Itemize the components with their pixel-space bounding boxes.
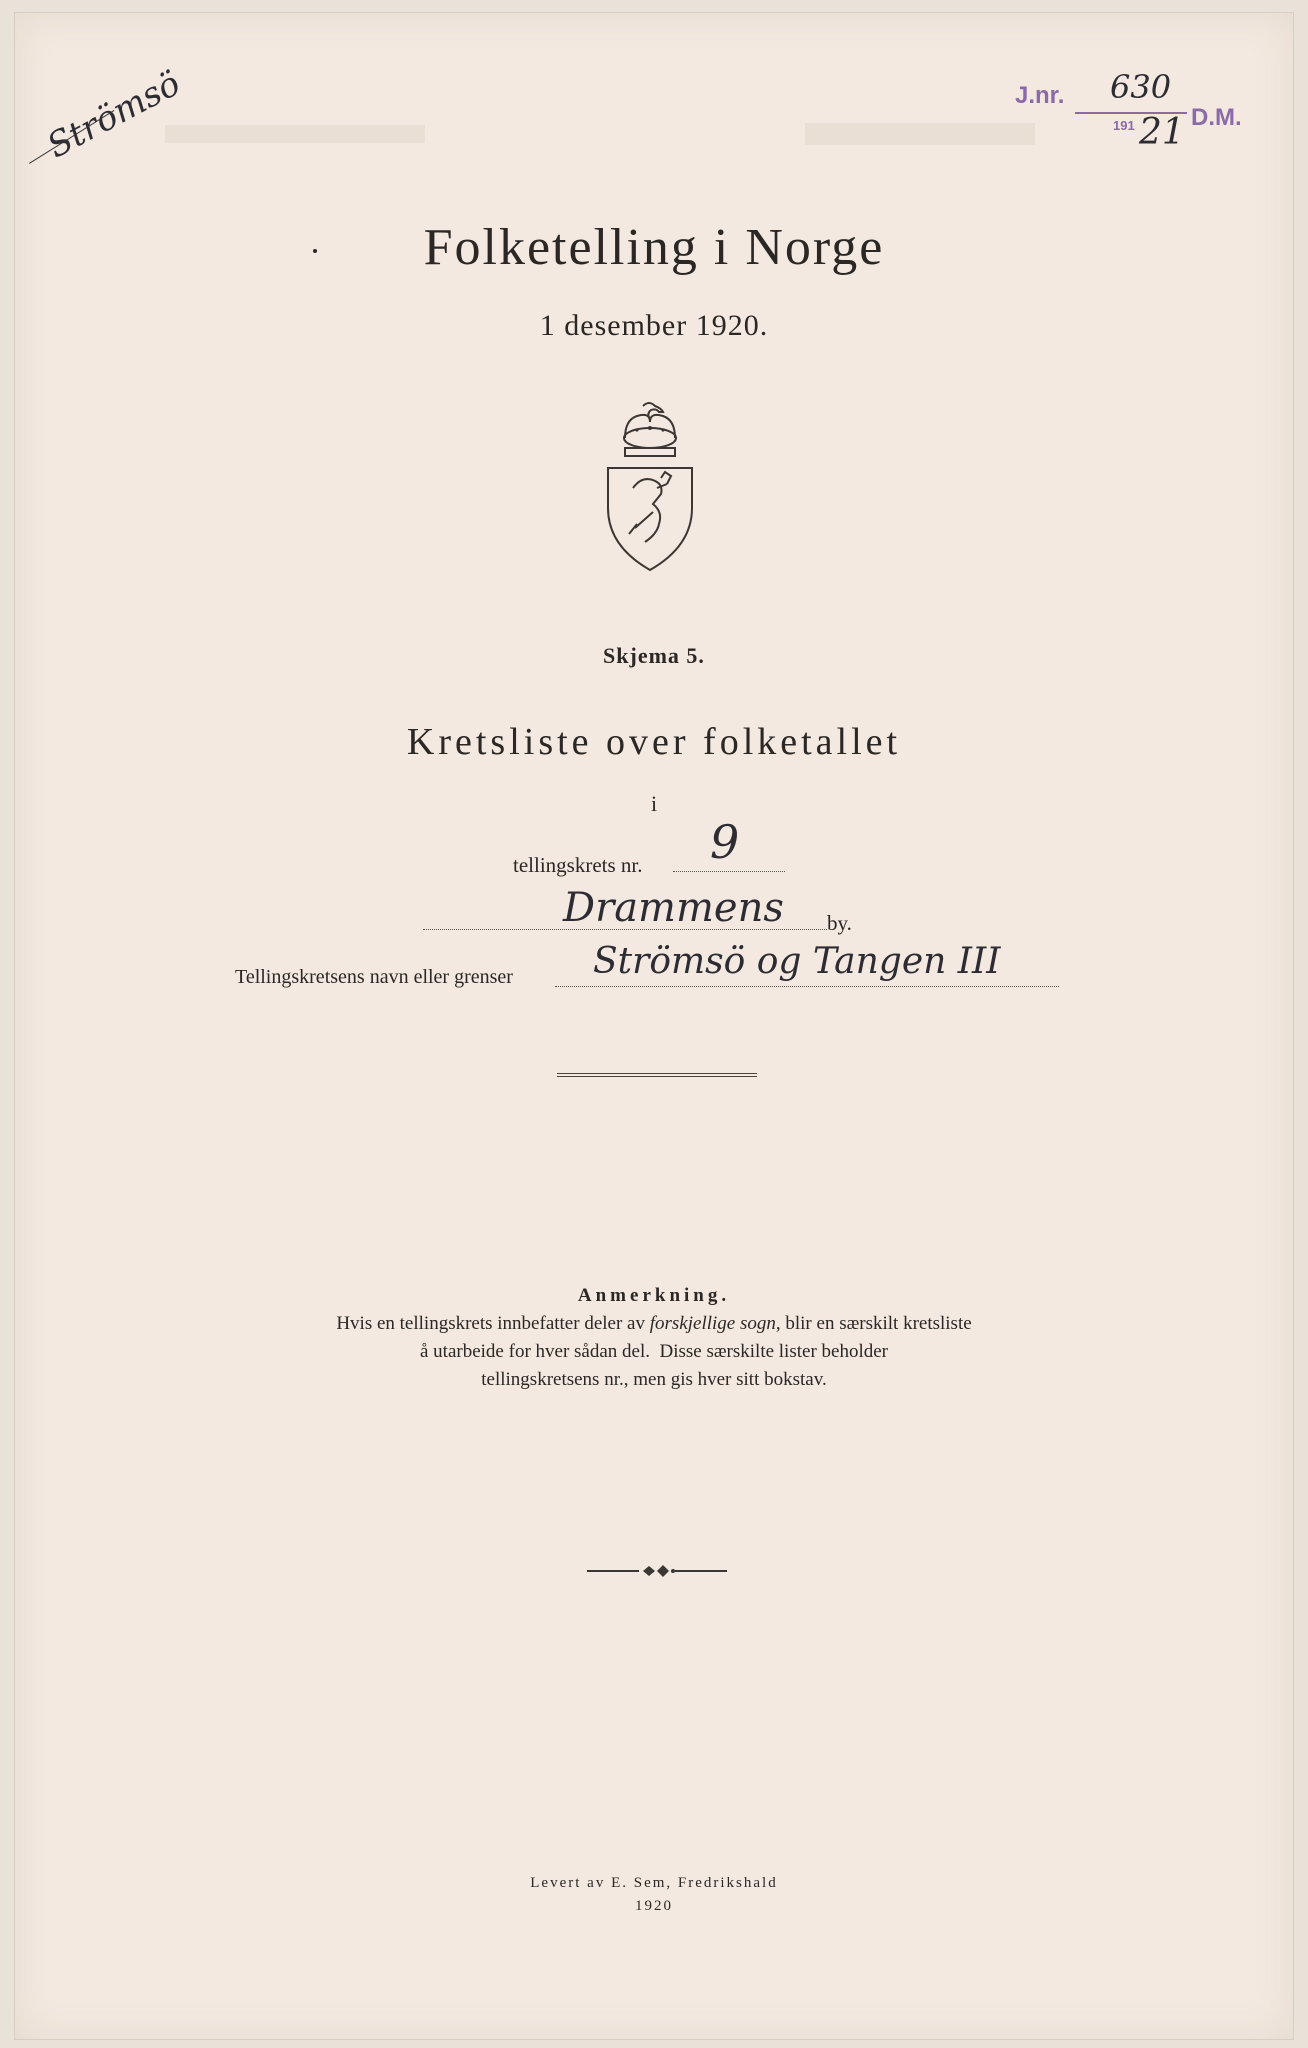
census-date: 1 desember 1920.: [539, 309, 769, 342]
stamp-year-prefix: 191: [1113, 118, 1135, 133]
boundary-dotted-line: [555, 986, 1059, 987]
bleed-through-shadow: [165, 125, 425, 143]
corner-handwriting: Strömsö: [41, 63, 187, 167]
stamp-suffix: D.M.: [1191, 104, 1242, 131]
printer-year: 1920: [635, 1898, 673, 1914]
city-name-field[interactable]: Drammens: [563, 885, 784, 931]
schema-number: Skjema 5.: [603, 643, 705, 668]
note-line-2: å utarbeide for hver sådan del. Disse særskilte lister beholder: [420, 1341, 888, 1362]
note-heading: Anmerkning.: [577, 1285, 731, 1306]
boundary-label: Tellingskretsens navn eller grenser: [235, 966, 513, 988]
journal-stamp: [1015, 68, 1255, 158]
form-heading: Kretsliste over folketallet: [406, 721, 902, 763]
note-line-3: tellingskretsens nr., men gis hver sitt bokstav.: [481, 1369, 827, 1390]
section-divider: [557, 1073, 757, 1077]
district-label: tellingskrets nr.: [513, 853, 643, 877]
census-form-sheet: [14, 12, 1294, 2040]
printer-credit: Levert av E. Sem, Fredrikshald: [530, 1875, 778, 1891]
note-line-1-post: blir en særskilt kretsliste: [780, 1313, 972, 1334]
connector-word: i: [650, 791, 658, 816]
district-dotted-line: [673, 871, 785, 872]
note-line-1-pre: Hvis en tellingskrets innbefatter deler av: [336, 1313, 650, 1334]
stamp-prefix: J.nr.: [1015, 82, 1065, 109]
note-line-1-emphasis: forskjellige sogn,: [649, 1313, 781, 1334]
note-line-1: [15, 1313, 1293, 1335]
page-title: Folketelling i Norge: [423, 219, 885, 276]
boundary-name-field[interactable]: Strömsö og Tangen III: [593, 941, 1001, 982]
city-suffix: by.: [827, 911, 852, 935]
coat-of-arms-icon: [603, 398, 697, 578]
stamp-year: 21: [1139, 112, 1185, 153]
ornament-divider-icon: [587, 1561, 727, 1586]
stamp-number: 630: [1110, 68, 1172, 106]
bleed-through-shadow: [805, 123, 1035, 145]
district-number-field[interactable]: 9: [710, 815, 740, 869]
